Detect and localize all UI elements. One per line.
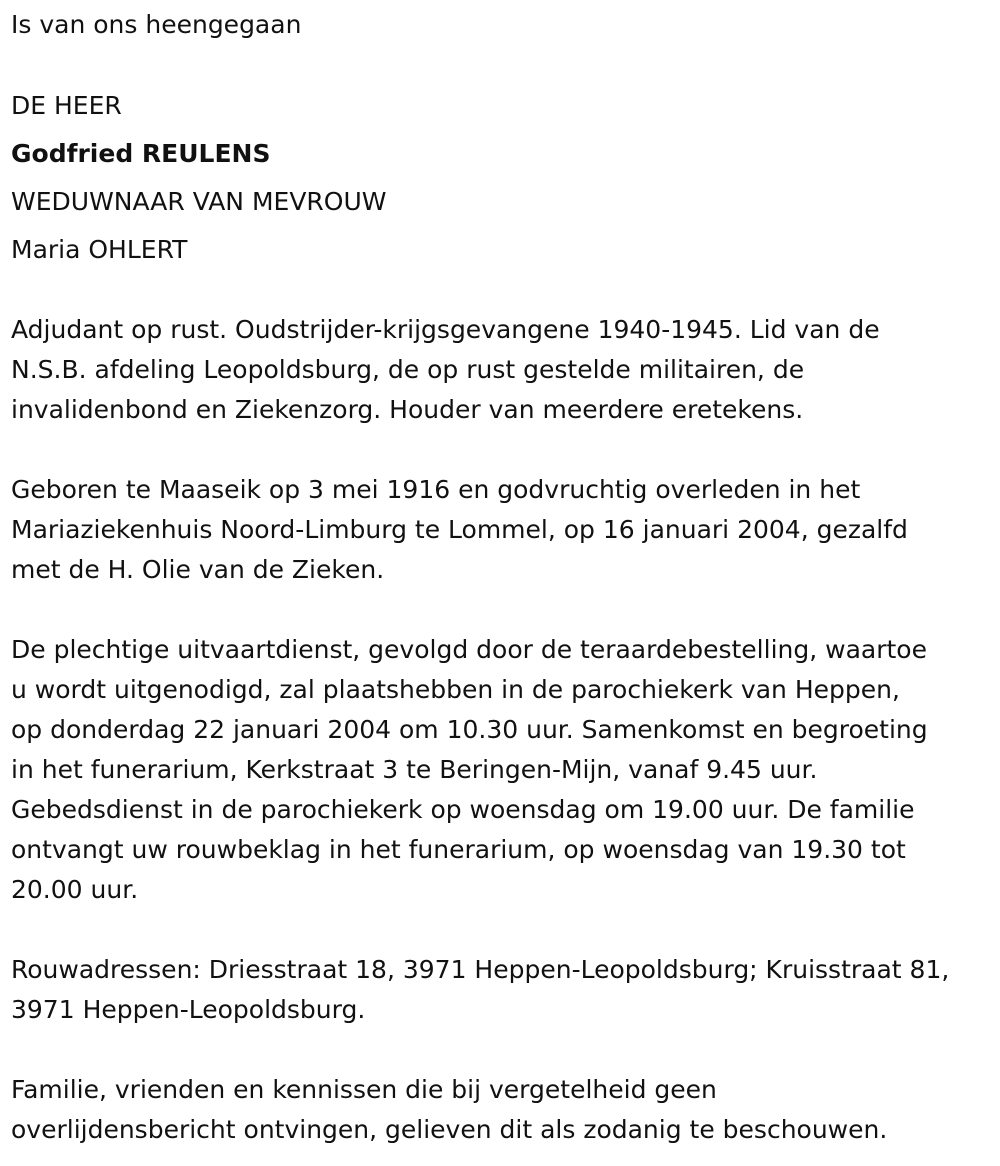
service-line: Gebedsdienst in de parochiekerk op woensdag om 19.00 uur. De familie — [11, 795, 915, 824]
deceased-name: Godfried REULENS — [11, 139, 271, 168]
birth-death-line: met de H. Olie van de Zieken. — [11, 555, 385, 584]
career-line: Adjudant op rust. Oudstrijder-krijgsgevangene 1940-1945. Lid van de — [11, 315, 880, 344]
birth-death-line: Mariaziekenhuis Noord-Limburg te Lommel, op 16 januari 2004, gezalfd — [11, 515, 908, 544]
service-line: ontvangt uw rouwbeklag in het funerarium, op woensdag van 19.30 tot — [11, 835, 906, 864]
title-prefix: DE HEER — [11, 91, 122, 120]
address-line: 3971 Heppen-Leopoldsburg. — [11, 995, 366, 1024]
widower-label: WEDUWNAAR VAN MEVROUW — [11, 187, 387, 216]
birth-death-line: Geboren te Maaseik op 3 mei 1916 en godvruchtig overleden in het — [11, 475, 861, 504]
service-line: u wordt uitgenodigd, zal plaatshebben in de parochiekerk van Heppen, — [11, 675, 900, 704]
service-line: De plechtige uitvaartdienst, gevolgd door de teraardebestelling, waartoe — [11, 635, 927, 664]
service-line: op donderdag 22 januari 2004 om 10.30 uur. Samenkomst en begroeting — [11, 715, 928, 744]
service-line: 20.00 uur. — [11, 875, 139, 904]
career-line: N.S.B. afdeling Leopoldsburg, de op rust gestelde militairen, de — [11, 355, 805, 384]
notice-line: Familie, vrienden en kennissen die bij vergetelheid geen — [11, 1075, 717, 1104]
address-line: Rouwadressen: Driesstraat 18, 3971 Heppen-Leopoldsburg; Kruisstraat 81, — [11, 955, 950, 984]
intro-line: Is van ons heengegaan — [11, 10, 302, 39]
spouse-name: Maria OHLERT — [11, 235, 188, 264]
service-line: in het funerarium, Kerkstraat 3 te Beringen-Mijn, vanaf 9.45 uur. — [11, 755, 818, 784]
notice-line: overlijdensbericht ontvingen, gelieven dit als zodanig te beschouwen. — [11, 1115, 888, 1144]
career-line: invalidenbond en Ziekenzorg. Houder van meerdere eretekens. — [11, 395, 804, 424]
